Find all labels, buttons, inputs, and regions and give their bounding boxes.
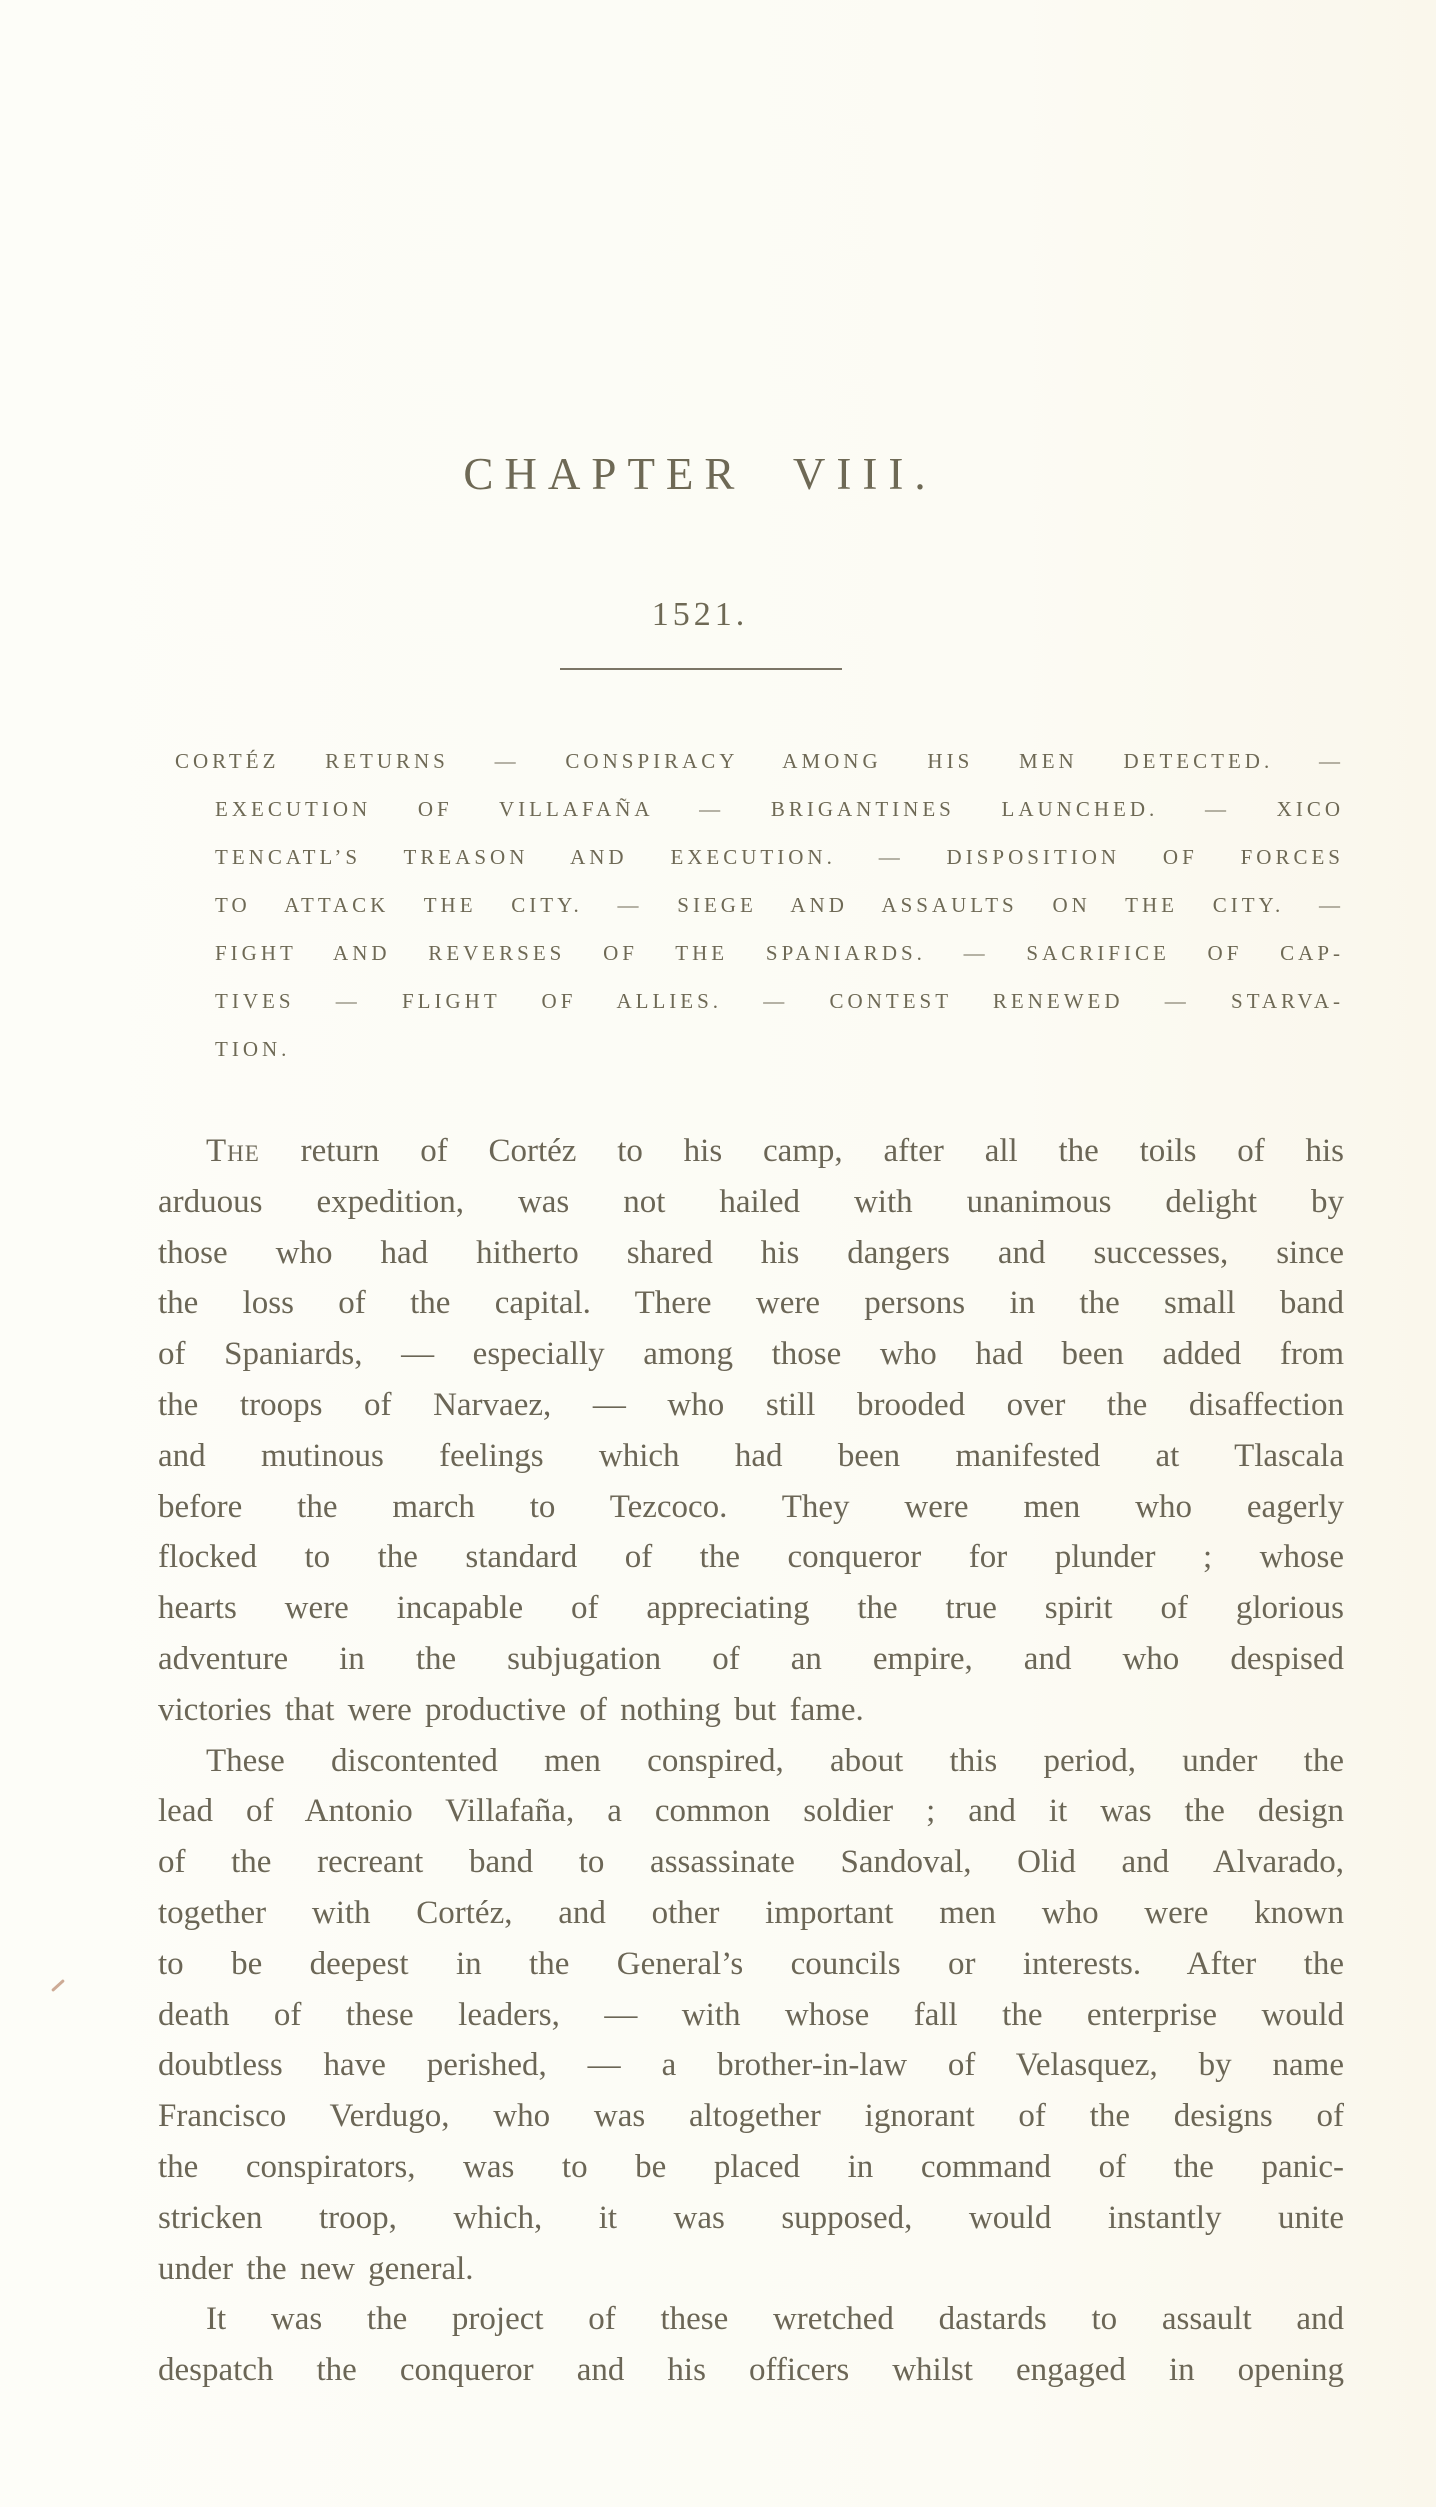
text-line: the troops of Narvaez, — who still brooded over the disaffection [158,1386,1344,1423]
text-line: of the recreant band to assassinate Sandoval, Olid and Alvarado, [158,1844,1344,1881]
paragraph [158,1736,1344,2295]
chapter-heading: CHAPTER VIII. [463,449,937,499]
text-line: lead of Antonio Villafaña, a common soldier ; and it was the design [158,1793,1344,1830]
text-line: the loss of the capital. There were persons in the small band [158,1285,1344,1322]
text-line: CORTÉZ RETURNS — CONSPIRACY AMONG HIS MEN DETECTED. — [175,749,1344,773]
text-line: of Spaniards, — especially among those who had been added from [158,1336,1344,1373]
text-line: adventure in the subjugation of an empire, and who despised [158,1640,1344,1677]
text-line: death of these leaders, — with whose fall the enterprise would [158,1996,1344,2033]
text-line: arduous expedition, was not hailed with unanimous delight by [158,1183,1344,1220]
horizontal-rule [560,668,842,670]
text-line: victories that were productive of nothing but fame. [158,1691,864,1728]
text-line: the conspirators, was to be placed in command of the panic- [158,2148,1344,2185]
text-line: those who had hitherto shared his dangers and successes, since [158,1234,1344,1271]
paragraph [158,1126,1344,1736]
text-line: TION. [215,1037,291,1061]
text-line: together with Cortéz, and other important men who were known [158,1894,1344,1931]
text-line: These discontented men conspired, about this period, under the [206,1742,1344,1779]
text-line: It was the project of these wretched dastards to assault and [206,2301,1344,2338]
text-line: stricken troop, which, it was supposed, would instantly unite [158,2199,1344,2236]
text-line: TO ATTACK THE CITY. — SIEGE AND ASSAULTS ON THE CITY. — [215,893,1344,917]
text-line: The return of Cortéz to his camp, after all the toils of his [206,1133,1344,1169]
text-line: Francisco Verdugo, who was altogether ignorant of the designs of [158,2098,1344,2135]
chapter-summary [158,737,1344,1073]
text-line: under the new general. [158,2250,474,2287]
paragraph [158,2294,1344,2396]
margin-mark [51,1979,65,1992]
chapter-year: 1521. [651,596,749,633]
small-caps-lead: The [206,1133,260,1169]
text-line: and mutinous feelings which had been manifested at Tlascala [158,1437,1344,1474]
text-line: EXECUTION OF VILLAFAÑA — BRIGANTINES LAUNCHED. — XICO [215,797,1344,821]
text-line: TENCATL’S TREASON AND EXECUTION. — DISPOSITION OF FORCES [215,845,1344,869]
text-line: FIGHT AND REVERSES OF THE SPANIARDS. — SACRIFICE OF CAP- [215,941,1344,965]
text-line: TIVES — FLIGHT OF ALLIES. — CONTEST RENEWED — STARVA- [215,989,1344,1013]
text-line: despatch the conqueror and his officers whilst engaged in opening [158,2352,1344,2389]
text-line: to be deepest in the General’s councils or interests. After the [158,1945,1344,1982]
text-line: flocked to the standard of the conqueror for plunder ; whose [158,1539,1344,1576]
text-line: doubtless have perished, — a brother-in-law of Velasquez, by name [158,2047,1344,2084]
text-line: hearts were incapable of appreciating the true spirit of glorious [158,1590,1344,1627]
text-line: before the march to Tezcoco. They were men who eagerly [158,1488,1344,1525]
body-text [158,1126,1344,2396]
